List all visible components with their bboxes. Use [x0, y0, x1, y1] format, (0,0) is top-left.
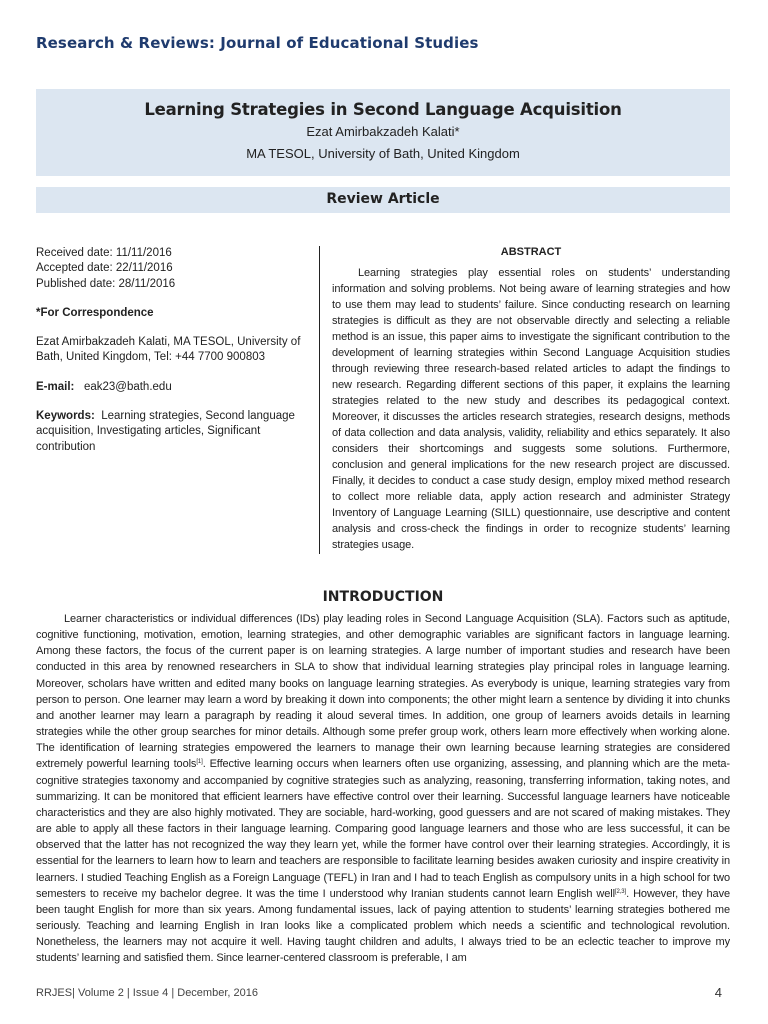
article-type: Review Article: [326, 191, 440, 207]
intro-part-2: . Effective learning occurs when learners often use organizing, assessing, and planning which are the meta-cognitive strategies taxonomy and accompanied by cognitive strategies such as analyzing, reasoning, transferring information, taking notes, and summarizing. It can be monitored that efficient learners have effective control over their learning. Successful language learners have noticeable characteristics and they are also highly motivated. They are sociable, hard-working, good guessers and are not scared of making mistakes. They are able to apply all these factors in their language learning. Comparing good language learners and those who are less successful, it can be observed that the latter has not recognized the way they learn yet, while the former have control over their learning strategies. Accordingly, it is essential for the learners to learn how to learn and teachers are responsible to facilitate learning besides awaken curiosity and inspire creativity in learners. I studied Teaching English as a Foreign Language (TEFL) in Iran and I had to teach English as compulsory units in a high school for two semesters to receive my bachelor degree. It was the time I understood why Iranian students cannot learn English well: [36, 758, 730, 900]
journal-title: Research & Reviews: Journal of Educational Studies: [36, 34, 479, 52]
citation-ref-2[interactable]: [2,3]: [614, 888, 627, 895]
accepted-date: Accepted date: 22/11/2016: [36, 262, 173, 275]
intro-part-3: . However, they have been taught English for more than six years. Among fundamental issues, lack of paying attention to students’ learning strategies bothered me seriously. Teaching and learning English in Iran looks like a complicated problem which needs a scientific and technological revolution. Nonetheless, the learners may not acquire it well. Having taught children and adults, I always tried to be an eclectic teacher to improve my students’ learning and satisfied them. Since learner-centered classroom is preferable, I am: [36, 887, 730, 965]
correspondence-label: *For Correspondence: [36, 306, 154, 319]
page-number: 4: [714, 985, 722, 1000]
article-title: Learning Strategies in Second Language Acquisition: [144, 100, 622, 119]
abstract-text: Learning strategies play essential roles on students’ understanding information and solving problems. Not being aware of learning strategies and how to use them may lead to students’ failure. Since conducting research on learning strategies is difficult as they are not observable directly and selecting a reliable method is an issue, this paper aims to investigate the significant contribution to the development of learning strategies within Second Language Acquisition studies through reviewing three research-based related articles to adapt the findings to new research. Regarding different sections of this paper, it explains the learning strategies related to the new study and describes its pedagogical context. Moreover, it discusses the articles research strategies, research designs, methods of data collection and data analysis, validity, reliability and ethics separately. It also considers their shortcomings and suggests some solutions. Furthermore, conclusion and general implications for the new research project are discussed. Finally, it decides to conduct a case study design, employ mixed method research to collect more reliable data, apply action research and administer Strategy Inventory of Language Learning (SILL) questionnaire, use descriptive and content analysis and cross-check the findings in order to recognize students’ learning strategies usage.: [332, 267, 730, 551]
abstract-section: [332, 246, 730, 553]
email-value[interactable]: eak23@bath.edu: [83, 380, 172, 393]
article-type-banner: [36, 187, 730, 213]
introduction-text: [36, 611, 730, 975]
email-label: E-mail:: [36, 380, 75, 393]
published-date: Published date: 28/11/2016: [36, 277, 176, 290]
footer-citation: RRJES| Volume 2 | Issue 4 | December, 2016: [36, 987, 258, 999]
keywords-line: [36, 409, 308, 455]
citation-ref-1[interactable]: [1]: [196, 759, 203, 766]
received-date: Received date: 11/11/2016: [36, 247, 172, 259]
article-affiliation: MA TESOL, University of Bath, United Kingdom: [246, 146, 520, 161]
keywords-value: Learning strategies, Second language acquisition, Investigating articles, Significant contribution: [36, 410, 295, 453]
article-meta: [36, 246, 308, 469]
column-divider: [319, 246, 320, 554]
dates-block: [36, 246, 308, 292]
article-author: Ezat Amirbakzadeh Kalati*: [306, 124, 460, 139]
intro-part-1: Learner characteristics or individual differences (IDs) play leading roles in Second Language Acquisition (SLA). Factors such as aptitude, cognitive functioning, motivation, emotion, learning strategies, and other demographic variables are significant factors in language learning. Among these factors, the focus of the current paper is on learning strategies. A large number of important studies and research have been conducted in this area by renowned researchers in SLA to show that individual learning strategies play principal roles in language learning. Moreover, scholars have written and edited many books on language learning strategies. As everybody is unique, learning strategies vary from person to person. One learner may learn a word by breaking it down into components; the other might learn a sentence by dividing it into chunks and another learner may learn a paragraph by reading it aloud several times. In addition, one group of learners avoids details in learning strategies while the other group searches for minor details. Although some prefer group work, others learn more effectively when working alone. The identification of learning strategies empowered the learners to manage their own learning because learning strategies are considered extremely powerful learning tools: [36, 613, 730, 771]
email-line: [36, 380, 308, 395]
keywords-label: Keywords:: [36, 410, 95, 423]
abstract-heading: ABSTRACT: [500, 246, 562, 258]
article-header: [36, 89, 730, 176]
introduction-heading: INTRODUCTION: [322, 589, 444, 605]
correspondence-text: Ezat Amirbakzadeh Kalati, MA TESOL, University of Bath, United Kingdom, Tel: +44 7700 900803: [36, 336, 301, 364]
correspondence-heading: [36, 306, 308, 321]
